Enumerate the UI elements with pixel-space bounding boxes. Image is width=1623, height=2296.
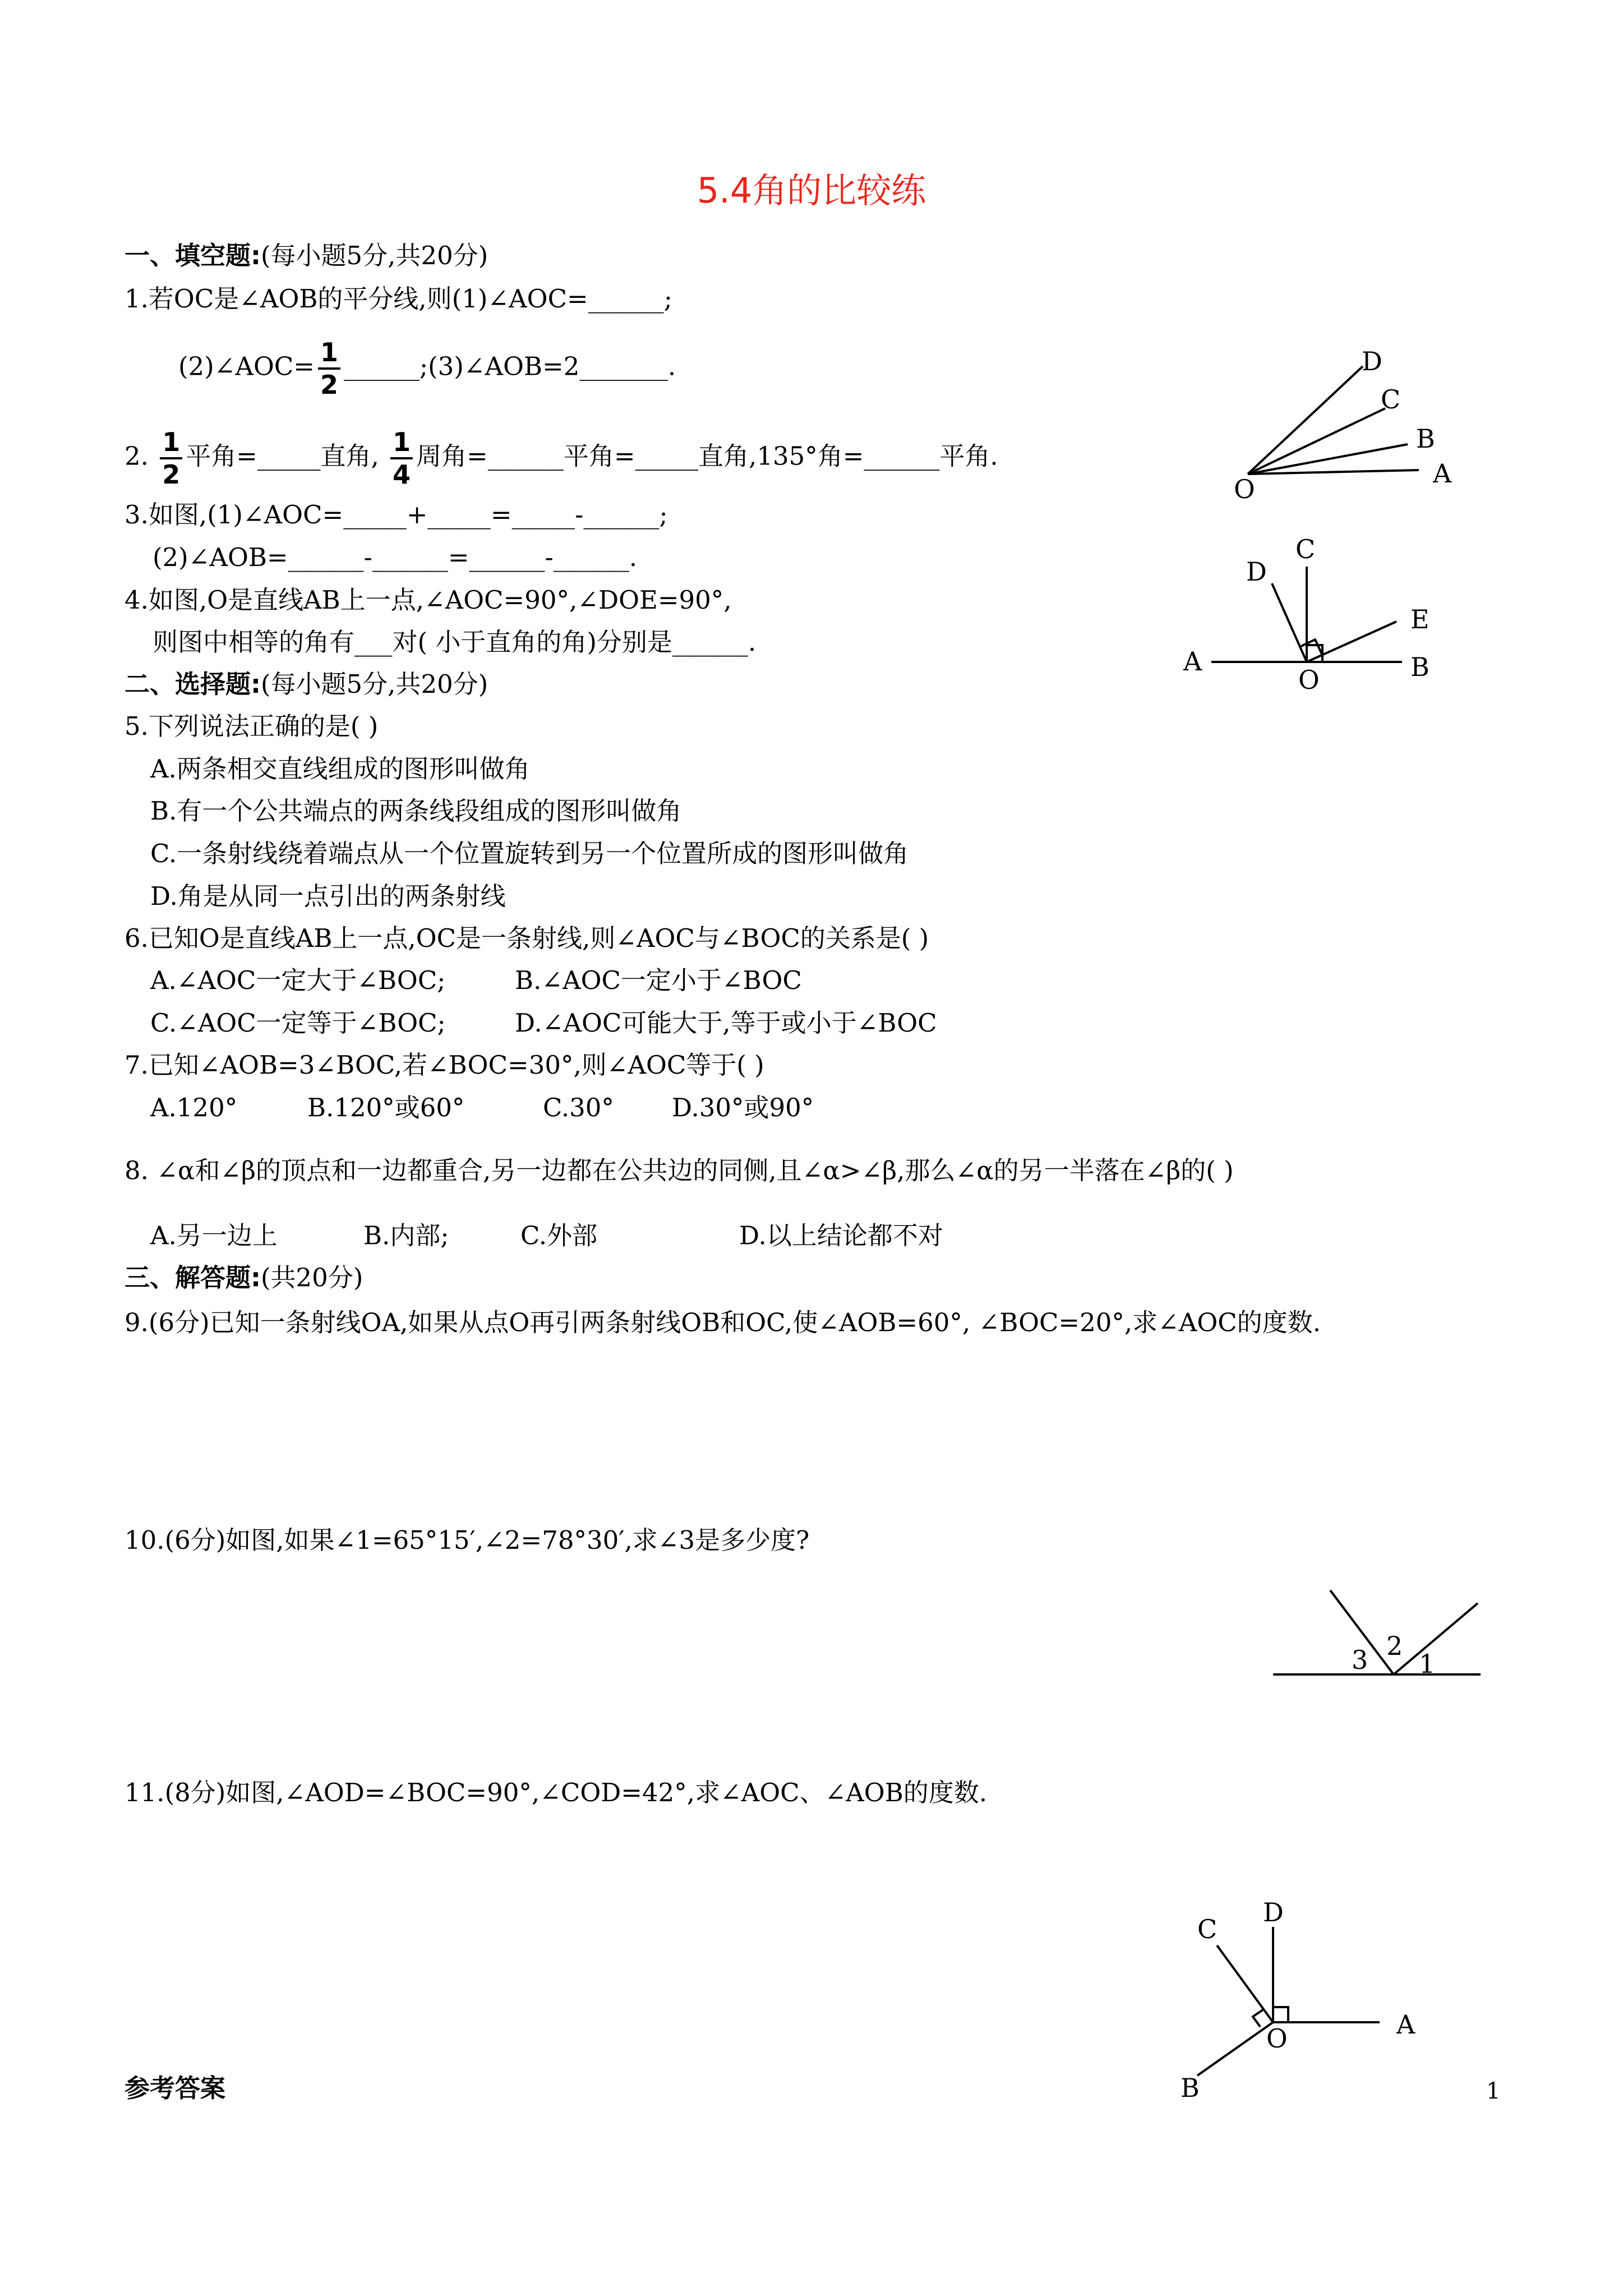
q1-line2 [178, 339, 676, 398]
q5-option-a: A.两条相交直线组成的图形叫做角 [150, 754, 530, 784]
page-title: 5.4角的比较练 [697, 170, 926, 211]
q2-number: 2. [125, 441, 149, 471]
q6-option-a: A.∠AOC一定大于∠BOC; [150, 965, 446, 995]
right-angle-mark [1307, 645, 1322, 662]
label-b: B [1410, 652, 1430, 682]
label-o: O [1298, 665, 1320, 695]
right-angle-mark [1273, 2007, 1288, 2022]
fraction-denominator: 2 [162, 459, 181, 490]
label-o: O [1234, 474, 1255, 504]
q7-option-a: A.120° [150, 1093, 238, 1122]
right-angle-mark [1300, 639, 1322, 655]
section-2-note: (每小题5分,共20分) [261, 669, 488, 699]
answers-heading: 参考答案 [125, 2073, 226, 2103]
label-b: B [1416, 424, 1435, 454]
fraction-one-quarter [390, 427, 413, 490]
ray-oa [1248, 470, 1419, 474]
section-1-note: (每小题5分,共20分) [261, 241, 488, 270]
ray-ob [1197, 2022, 1273, 2076]
label-d: D [1263, 1897, 1284, 1927]
q2-text-1: 平角=_____直角, [186, 441, 379, 471]
ray-oe [1307, 622, 1396, 662]
label-c: C [1295, 534, 1316, 564]
q7-option-d: D.30°或90° [672, 1093, 814, 1122]
q8-option-d: D.以上结论都不对 [739, 1221, 943, 1250]
q5-stem: 5.下列说法正确的是( ) [125, 711, 379, 741]
label-a: A [1396, 2009, 1415, 2040]
q3-line1: 3.如图,(1)∠AOC=_____+_____=_____-______; [125, 500, 668, 530]
label-b: B [1181, 2073, 1200, 2103]
fraction-numerator: 1 [390, 429, 413, 459]
q7-option-b: B.120°或60° [307, 1093, 465, 1122]
fraction-one-half [160, 427, 182, 490]
q1-line1: 1.若OC是∠AOB的平分线,则(1)∠AOC=______; [125, 284, 672, 314]
q8-option-c: C.外部 [520, 1221, 598, 1250]
page-number: 1 [1486, 2078, 1501, 2104]
q5-option-c: C.一条射线绕着端点从一个位置旋转到另一个位置所成的图形叫做角 [150, 839, 909, 868]
angle-3-label: 3 [1352, 1645, 1368, 1675]
q1-part2-suffix: ______;(3)∠AOB=2_______. [344, 351, 676, 381]
fraction-denominator: 2 [320, 370, 338, 400]
q6-option-d: D.∠AOC可能大于,等于或小于∠BOC [515, 1008, 937, 1038]
q8-option-b: B.内部; [363, 1221, 449, 1250]
label-a: A [1433, 458, 1452, 489]
ray-ob [1248, 444, 1408, 474]
q4-line2: 则图中相等的角有___对( 小于直角的角)分别是______. [153, 627, 757, 657]
q5-option-d: D.角是从同一点引出的两条射线 [150, 881, 506, 911]
label-c: C [1197, 1914, 1218, 1944]
label-a: A [1183, 646, 1202, 677]
q6-option-b: B.∠AOC一定小于∠BOC [515, 965, 802, 995]
q7-option-c: C.30° [543, 1093, 614, 1122]
angle-1-label: 1 [1419, 1649, 1436, 1679]
section-2-heading: 二、选择题: [125, 669, 261, 699]
fraction-numerator: 1 [318, 339, 340, 370]
ray-oc [1248, 408, 1385, 474]
q2-line [125, 427, 998, 490]
q1-part2-prefix: (2)∠AOC= [178, 351, 315, 381]
ray-right [1394, 1603, 1478, 1674]
section-2-header [125, 669, 488, 700]
q9-text: 9.(6分)已知一条射线OA,如果从点O再引两条射线OB和OC,使∠AOB=60°, ∠BOC=20°,求∠AOC的度数. [125, 1308, 1321, 1337]
q8-stem: 8. ∠α和∠β的顶点和一边都重合,另一边都在公共边的同侧,且∠α>∠β,那么∠α的另一半落在∠β的( ) [125, 1156, 1234, 1185]
right-angle-mark [1253, 2009, 1264, 2027]
q7-stem: 7.已知∠AOB=3∠BOC,若∠BOC=30°,则∠AOC等于( ) [125, 1050, 764, 1080]
q3-line2: (2)∠AOB=______-______=______-______. [153, 542, 638, 572]
fraction-one-half [318, 339, 340, 398]
section-1-header [125, 240, 488, 272]
fraction-denominator: 4 [393, 459, 411, 490]
label-o: O [1266, 2023, 1288, 2054]
ray-left [1330, 1590, 1394, 1674]
label-d: D [1246, 556, 1267, 587]
angle-2-label: 2 [1386, 1631, 1403, 1661]
q2-text-2: 周角=______平角=_____直角,135°角=______平角. [416, 441, 998, 471]
section-3-heading: 三、解答题: [125, 1263, 261, 1292]
ray-od [1272, 583, 1307, 662]
q6-option-c: C.∠AOC一定等于∠BOC; [150, 1008, 446, 1038]
q5-option-b: B.有一个公共端点的两条线段组成的图形叫做角 [150, 796, 682, 826]
label-c: C [1381, 384, 1401, 415]
ray-oc [1217, 1945, 1273, 2022]
section-1-heading: 一、填空题: [125, 241, 261, 270]
q6-stem: 6.已知O是直线AB上一点,OC是一条射线,则∠AOC与∠BOC的关系是( ) [125, 923, 929, 953]
q8-option-a: A.另一边上 [150, 1221, 278, 1250]
q4-line1: 4.如图,O是直线AB上一点,∠AOC=90°,∠DOE=90°, [125, 585, 732, 615]
q11-text: 11.(8分)如图,∠AOD=∠BOC=90°,∠COD=42°,求∠AOC、∠AOB的度数. [125, 1778, 988, 1807]
label-e: E [1410, 604, 1430, 634]
ray-od [1248, 366, 1363, 474]
section-3-note: (共20分) [261, 1263, 363, 1292]
label-d: D [1362, 346, 1382, 376]
q10-text: 10.(6分)如图,如果∠1=65°15′,∠2=78°30′,求∠3是多少度? [125, 1525, 810, 1555]
fraction-numerator: 1 [160, 429, 182, 459]
section-3-header [125, 1262, 363, 1294]
